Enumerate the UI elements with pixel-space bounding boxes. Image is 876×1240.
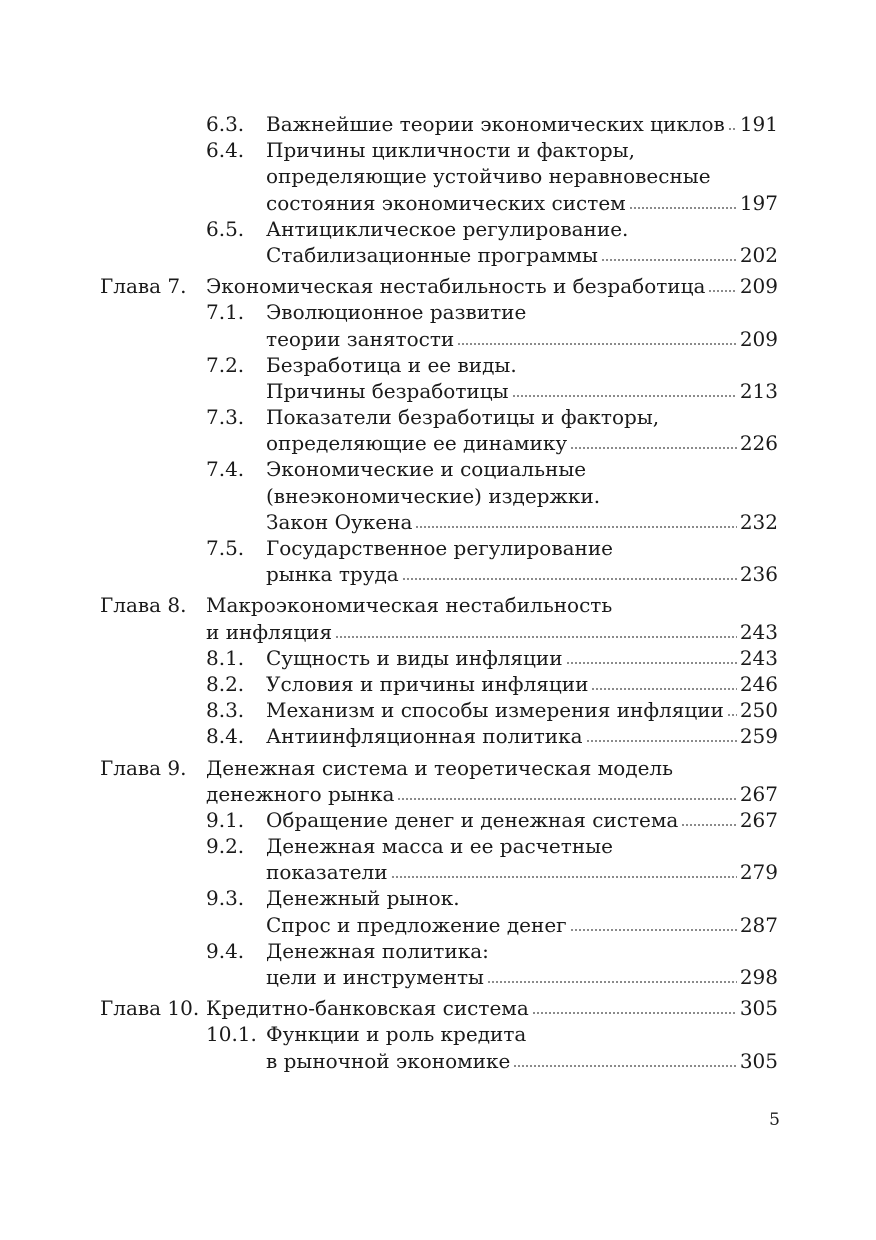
chapter-number: Глава 9.: [100, 755, 187, 780]
dot-leader: [570, 929, 737, 931]
page-ref: 267: [739, 807, 778, 832]
page-ref: 267: [739, 781, 778, 806]
toc-line: [0, 1021, 876, 1047]
title-text: определяющие устойчиво неравновесные: [266, 164, 711, 189]
section-number: 6.5.: [206, 216, 245, 241]
toc-line: [0, 404, 876, 430]
title-text: Эволюционное развитие: [266, 300, 527, 325]
section-number: 9.3.: [206, 886, 245, 911]
section-number: 6.3.: [206, 112, 245, 136]
section-number: 10.1.: [206, 1022, 257, 1047]
section-title: [266, 1048, 778, 1074]
section-title: [266, 404, 778, 430]
chapter-title: [206, 592, 778, 618]
section-title: [266, 509, 778, 535]
toc-line: [0, 833, 876, 859]
toc-line: [0, 137, 876, 163]
dot-leader: [397, 798, 736, 800]
section-title: [266, 859, 778, 885]
toc-line: [0, 535, 876, 561]
title-text: Денежная масса и ее расчетные: [266, 834, 613, 859]
section-title: [266, 137, 778, 163]
section-title: [266, 535, 778, 561]
chapter-number: Глава 8.: [100, 593, 187, 618]
toc-line: [0, 885, 876, 911]
toc-line: [0, 645, 876, 671]
title-text: Закон Оукена: [266, 509, 413, 534]
toc-line: [0, 859, 876, 885]
title-text: теории занятости: [266, 326, 455, 351]
table-of-contents: [0, 111, 876, 1074]
dot-leader: [402, 578, 737, 580]
toc-line: [0, 723, 876, 749]
dot-leader: [708, 290, 736, 292]
page-ref: 250: [739, 698, 778, 723]
title-text: рынка труда: [266, 562, 399, 587]
title-text: Показатели безработицы и факторы,: [266, 405, 660, 430]
page-ref: 209: [739, 274, 778, 299]
title-text: Денежная система и теоретическая модель: [206, 755, 674, 780]
toc-line: [0, 807, 876, 833]
toc-line: [0, 755, 876, 781]
toc-line: [0, 326, 876, 352]
chapter-number: Глава 10.: [100, 996, 200, 1021]
dot-leader: [727, 714, 737, 716]
dot-leader: [681, 824, 736, 826]
section-number: 7.2.: [206, 352, 245, 377]
toc-line: [0, 592, 876, 618]
section-number: 7.3.: [206, 405, 245, 430]
dot-leader: [391, 876, 737, 878]
chapter-title: [206, 755, 778, 781]
page-ref: 305: [739, 1048, 778, 1073]
page-ref: 236: [739, 562, 778, 587]
page-ref: 209: [739, 326, 778, 351]
section-number: 7.1.: [206, 300, 245, 325]
section-title: [266, 938, 778, 964]
section-title: [266, 561, 778, 587]
section-number: 7.4.: [206, 457, 245, 482]
section-number: 9.2.: [206, 834, 245, 859]
dot-leader: [532, 1012, 737, 1014]
toc-line: [0, 483, 876, 509]
section-title: [266, 430, 778, 456]
dot-leader: [601, 259, 737, 261]
dot-leader: [591, 688, 736, 690]
toc-line: [0, 697, 876, 723]
page-ref: 246: [739, 671, 778, 696]
toc-line: [0, 781, 876, 807]
chapter-number: Глава 7.: [100, 274, 187, 299]
page-ref: 298: [739, 965, 778, 989]
section-title: [266, 378, 778, 404]
section-number: 6.4.: [206, 138, 245, 163]
toc-line: [0, 1048, 876, 1074]
title-text: Государственное регулирование: [266, 536, 613, 560]
title-text: Механизм и способы измерения инфляции: [266, 698, 724, 723]
section-title: [266, 1021, 778, 1047]
title-text: состояния экономических систем: [266, 190, 626, 215]
title-text: Экономическая нестабильность и безработица: [206, 274, 706, 299]
dot-leader: [570, 447, 737, 449]
page-ref: 243: [739, 619, 778, 644]
section-title: [266, 483, 778, 509]
title-text: Сущность и виды инфляции: [266, 645, 563, 670]
toc-line: [0, 111, 876, 137]
title-text: и инфляция: [206, 619, 333, 644]
toc-line: [0, 299, 876, 325]
page-ref: 191: [739, 112, 778, 136]
title-text: определяющие ее динамику: [266, 431, 568, 456]
title-text: Обращение денег и денежная система: [266, 807, 679, 832]
chapter-title: [206, 273, 778, 299]
page-ref: 243: [739, 645, 778, 670]
toc-line: [0, 964, 876, 990]
title-text: Антициклическое регулирование.: [266, 216, 629, 241]
title-text: показатели: [266, 860, 388, 885]
title-text: денежного рынка: [206, 781, 395, 806]
title-text: Антиинфляционная политика: [266, 724, 583, 749]
toc-line: [0, 456, 876, 482]
toc-line: [0, 216, 876, 242]
section-title: [266, 352, 778, 378]
dot-leader: [728, 128, 737, 130]
section-title: [266, 807, 778, 833]
page-ref: 279: [739, 860, 778, 885]
section-title: [266, 456, 778, 482]
dot-leader: [586, 740, 737, 742]
title-text: Условия и причины инфляции: [266, 671, 589, 696]
toc-line: [0, 378, 876, 404]
chapter-title: [206, 619, 778, 645]
dot-leader: [335, 636, 737, 638]
dot-leader: [457, 343, 737, 345]
section-title: [266, 723, 778, 749]
toc-line: [0, 509, 876, 535]
section-title: [266, 299, 778, 325]
toc-line: [0, 671, 876, 697]
page-ref: 305: [739, 996, 778, 1021]
section-title: [266, 190, 778, 216]
title-text: в рыночной экономике: [266, 1048, 511, 1073]
section-title: [266, 326, 778, 352]
title-text: цели и инструменты: [266, 965, 484, 989]
chapter-title: [206, 781, 778, 807]
page-ref: 213: [739, 378, 778, 403]
page-ref: 197: [739, 190, 778, 215]
title-text: Функции и роль кредита: [266, 1022, 527, 1047]
section-number: 9.4.: [206, 938, 245, 963]
section-title: [266, 242, 778, 268]
chapter-title: [206, 995, 778, 1021]
section-title: [266, 216, 778, 242]
section-number: 8.3.: [206, 698, 245, 723]
section-number: 8.1.: [206, 645, 245, 670]
toc-line: [0, 163, 876, 189]
page-ref: 287: [739, 912, 778, 937]
toc-line: [0, 561, 876, 587]
dot-leader: [487, 981, 737, 983]
toc-line: [0, 430, 876, 456]
toc-line: [0, 619, 876, 645]
toc-line: [0, 912, 876, 938]
section-title: [266, 671, 778, 697]
toc-line: [0, 938, 876, 964]
section-title: [266, 885, 778, 911]
page-number: 5: [769, 1110, 780, 1130]
section-title: [266, 645, 778, 671]
title-text: Стабилизационные программы: [266, 242, 598, 267]
section-title: [266, 163, 778, 189]
title-text: Экономические и социальные: [266, 457, 587, 482]
section-title: [266, 964, 778, 990]
toc-line: [0, 352, 876, 378]
section-title: [266, 697, 778, 723]
toc-line: [0, 273, 876, 299]
title-text: Причины безработицы: [266, 378, 509, 403]
section-number: 7.5.: [206, 536, 245, 560]
title-text: Денежная политика:: [266, 938, 489, 963]
title-text: Спрос и предложение денег: [266, 912, 567, 937]
title-text: Денежный рынок.: [266, 886, 460, 911]
section-title: [266, 111, 778, 137]
toc-line: [0, 242, 876, 268]
section-title: [266, 912, 778, 938]
title-text: Макроэкономическая нестабильность: [206, 593, 613, 618]
section-number: 8.4.: [206, 724, 245, 749]
dot-leader: [415, 526, 736, 528]
section-number: 9.1.: [206, 807, 245, 832]
dot-leader: [629, 207, 737, 209]
section-title: [266, 833, 778, 859]
toc-line: [0, 190, 876, 216]
page-ref: 259: [739, 724, 778, 749]
toc-line: [0, 995, 876, 1021]
section-number: 8.2.: [206, 671, 245, 696]
page-ref: 232: [739, 509, 778, 534]
title-text: Важнейшие теории экономических циклов: [266, 112, 725, 136]
title-text: Кредитно-банковская система: [206, 996, 529, 1021]
title-text: Причины цикличности и факторы,: [266, 138, 635, 163]
dot-leader: [512, 395, 737, 397]
dot-leader: [566, 662, 737, 664]
dot-leader: [513, 1065, 736, 1067]
title-text: (внеэкономические) издержки.: [266, 483, 601, 508]
page-ref: 226: [739, 431, 778, 456]
title-text: Безработица и ее виды.: [266, 352, 517, 377]
page-ref: 202: [739, 242, 778, 267]
